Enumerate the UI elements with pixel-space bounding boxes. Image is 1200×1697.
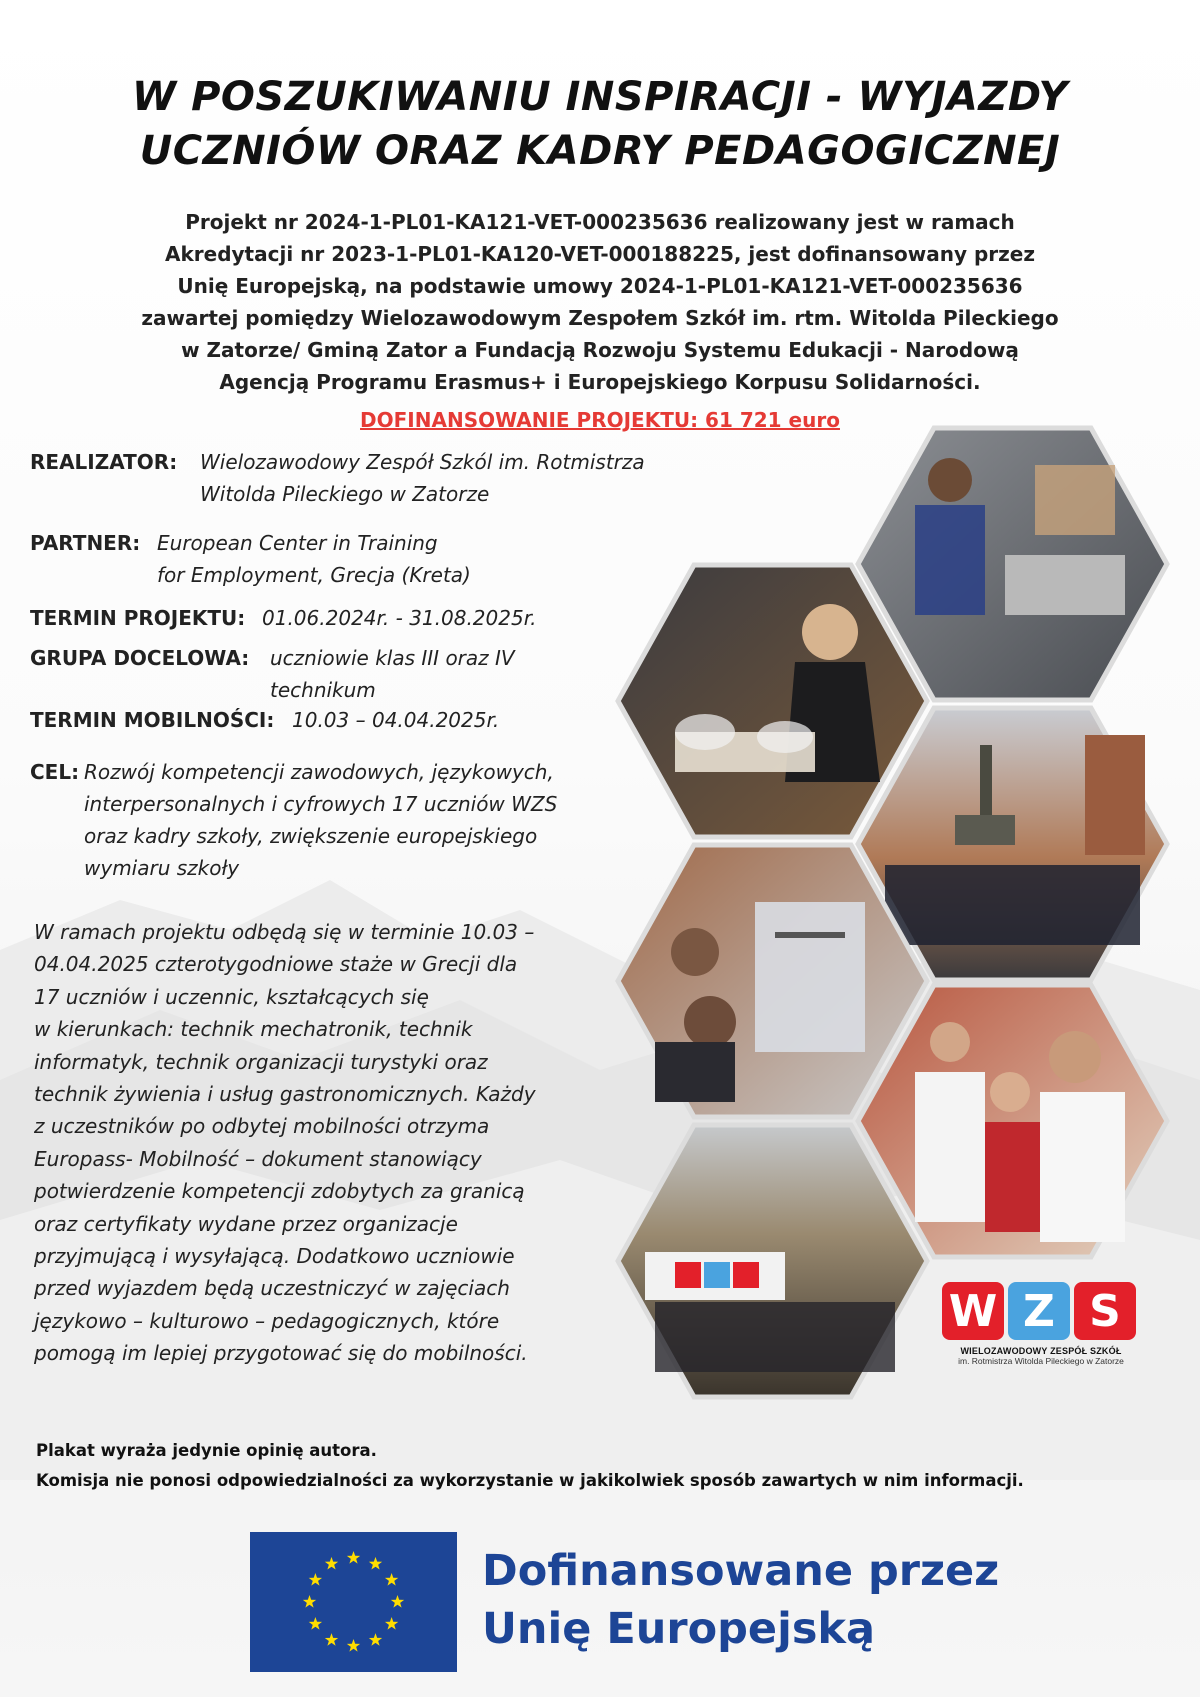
project-intro — [70, 206, 1130, 398]
eu-star-icon — [303, 1595, 316, 1608]
school-logo — [942, 1282, 1140, 1366]
project-description: W ramach projektu odbędą się w terminie 10.03 – 04.04.2025 czterotygodniowe staże w Grecji dla 17 uczniów i uczennic, kształcących się w kierunkach: technik mechatronik, technik informatyk, technik organizacji turystyki oraz technik żywienia i usług gastronomicznych. Każdy z uczestników po odbytej mobilności otrzyma Europass- Mobilność – dokument stanowiący potwierdzenie kompetencji zdobytych za granicą oraz certyfikaty wydane przez organizacje przyjmującą i wysyłającą. Dodatkowo uczniowie przed wyjazdem będą uczestniczyć w zajęciach językowo – kulturowo – pedagogicznych, które pomogą im lepiej przygotować się do mobilności. — [34, 920, 536, 1366]
partner-label: PARTNER: — [30, 531, 141, 555]
logo-letter: S — [1074, 1282, 1136, 1340]
eu-star-icon — [385, 1573, 398, 1586]
eu-star-icon — [309, 1617, 322, 1630]
mobility-term-label: TERMIN MOBILNOŚCI: — [30, 708, 275, 732]
eu-flag-icon — [250, 1532, 457, 1672]
eu-star-icon — [385, 1617, 398, 1630]
intro-line: w Zatorze/ Gminą Zator a Fundacją Rozwoju Systemu Edukacji - Narodową — [181, 338, 1019, 362]
eu-star-icon — [391, 1595, 404, 1608]
intro-line: Akredytacji nr 2023-1-PL01-KA120-VET-000188225, jest dofinansowany przez — [164, 242, 1036, 266]
school-logo-mark — [942, 1282, 1140, 1340]
target-group-label: GRUPA DOCELOWA: — [30, 646, 250, 670]
poster-title — [80, 70, 1120, 178]
intro-line: Projekt nr 2024-1-PL01-KA121-VET-000235636 realizowany jest w ramach — [185, 210, 1015, 234]
title-line-1: W POSZUKIWANIU INSPIRACJI - WYJAZDY — [132, 74, 1068, 120]
eu-star-icon — [309, 1573, 322, 1586]
eu-funding-text: Dofinansowane przez Unię Europejską — [482, 1546, 1000, 1654]
realizator-value: Wielozawodowy Zespół Szkól im. Rotmistrza Witolda Pileckiego w Zatorze — [200, 450, 645, 506]
disclaimer: Plakat wyraża jedynie opinię autora. Komisja nie ponosi odpowiedzialności za wykorzystanie w jakikolwiek sposób zawartych w nim informacji. — [36, 1441, 1024, 1490]
project-term-value: 01.06.2024r. - 31.08.2025r. — [262, 606, 537, 630]
school-logo-name: WIELOZAWODOWY ZESPÓŁ SZKÓŁ — [960, 1346, 1122, 1356]
eu-star-icon — [369, 1557, 382, 1570]
target-group-value: uczniowie klas III oraz IV technikum — [270, 646, 515, 702]
goal-label: CEL: — [30, 760, 80, 784]
realizator-label: REALIZATOR: — [30, 450, 178, 474]
eu-star-icon — [325, 1633, 338, 1646]
intro-line: Unię Europejską, na podstawie umowy 2024-1-PL01-KA121-VET-000235636 — [177, 274, 1023, 298]
eu-star-icon — [347, 1639, 360, 1652]
goal-value: Rozwój kompetencji zawodowych, językowych, interpersonalnych i cyfrowych 17 uczniów WZS oraz kadry szkoły, zwiększenie europejskiego wymiaru szkoły — [84, 760, 558, 880]
title-line-2: UCZNIÓW ORAZ KADRY PEDAGOGICZNEJ — [139, 128, 1061, 174]
project-term-label: TERMIN PROJEKTU: — [30, 606, 246, 630]
hilltop-group-photo — [615, 1122, 930, 1400]
partner-value: European Center in Training for Employment, Grecja (Kreta) — [157, 531, 471, 587]
intro-line: Agencją Programu Erasmus+ i Europejskiego Korpusu Solidarności. — [219, 370, 981, 394]
school-logo-subtitle: im. Rotmistrza Witolda Pileckiego w Zatorze — [958, 1356, 1124, 1366]
intro-line: zawartej pomiędzy Wielozawodowym Zespołem Szkół im. rtm. Witolda Pileckiego — [141, 306, 1059, 330]
eu-star-icon — [369, 1633, 382, 1646]
eu-star-icon — [325, 1557, 338, 1570]
mobility-term-value: 10.03 – 04.04.2025r. — [292, 708, 500, 732]
eu-star-icon — [347, 1551, 360, 1564]
funding-amount: DOFINANSOWANIE PROJEKTU: 61 721 euro — [360, 408, 840, 432]
logo-letter: Z — [1008, 1282, 1070, 1340]
logo-letter: W — [942, 1282, 1004, 1340]
